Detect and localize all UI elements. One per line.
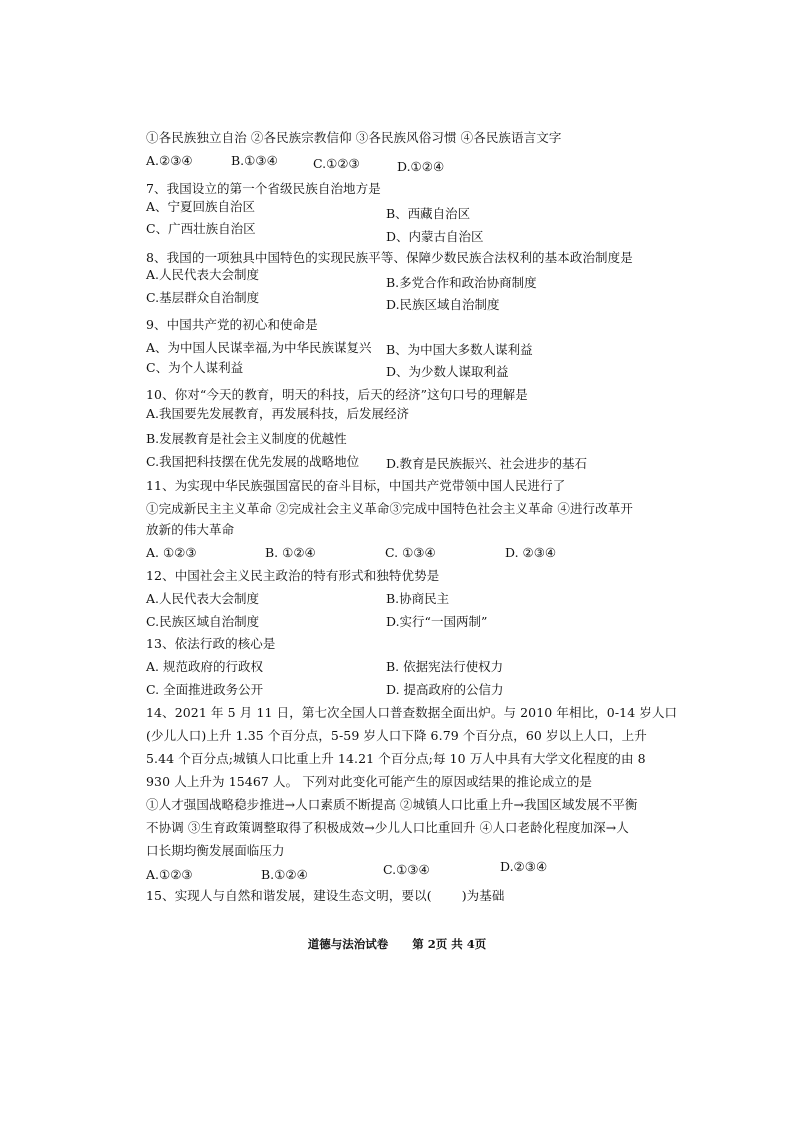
q11-option-d: D. ②③④ — [505, 545, 557, 560]
q6-option-d: D.①②④ — [397, 159, 445, 174]
q14-line-5: ①人才强国战略稳步推进→人口素质不断提高 ②城镇人口比重上升→我国区域发展不平衡 — [146, 797, 638, 812]
q12-option-d: D.实行“一国两制” — [386, 614, 488, 629]
q14-line-1: 14、2021 年 5 月 11 日，第七次全国人口普查数据全面出炉。与 2010 年相比，0-14 岁人口 — [146, 705, 678, 720]
q10-option-c: C.我国把科技摆在优先发展的战略地位 — [146, 454, 360, 469]
q8-option-b: B.多党合作和政治协商制度 — [386, 275, 537, 290]
q8-stem: 8、我国的一项独具中国特色的实现民族平等、保障少数民族合法权利的基本政治制度是 — [146, 250, 633, 265]
q10-stem: 10、你对“今天的教育，明天的科技，后天的经济”这句口号的理解是 — [146, 387, 528, 402]
q12-option-c: C.民族区域自治制度 — [146, 614, 260, 629]
q15-stem-after: )为基础 — [461, 888, 505, 903]
q13-option-a: A. 规范政府的行政权 — [146, 659, 263, 674]
footer-page-number: 第 2页 共 4页 — [412, 937, 487, 951]
q7-option-c: C、广西壮族自治区 — [146, 221, 256, 236]
q14-option-a: A.①②③ — [146, 867, 193, 882]
q8-option-c: C.基层群众自治制度 — [146, 290, 260, 305]
q7-option-d: D、内蒙古自治区 — [386, 229, 484, 244]
q6-option-b: B.①③④ — [231, 153, 278, 168]
q9-stem: 9、中国共产党的初心和使命是 — [146, 317, 318, 332]
q8-option-d: D.民族区域自治制度 — [386, 297, 500, 312]
q12-option-a: A.人民代表大会制度 — [146, 591, 260, 606]
q13-option-c: C. 全面推进政务公开 — [146, 682, 264, 697]
q8-option-a: A.人民代表大会制度 — [146, 267, 260, 282]
q10-option-b: B.发展教育是社会主义制度的优越性 — [146, 431, 347, 446]
q14-line-7: 口长期均衡发展面临压力 — [146, 843, 285, 858]
q13-option-d: D. 提高政府的公信力 — [386, 682, 504, 697]
q6-statement-list: ①各民族独立自治 ②各民族宗教信仰 ③各民族风俗习惯 ④各民族语言文字 — [146, 130, 562, 145]
q11-statements-line1: ①完成新民主主义革命 ②完成社会主义革命③完成中国特色社会主义革命 ④进行改革开 — [146, 501, 633, 516]
q7-option-a: A、宁夏回族自治区 — [146, 199, 256, 214]
footer-subject: 道德与法治试卷 — [307, 937, 389, 951]
q9-option-c: C、为个人谋利益 — [146, 360, 244, 375]
q9-option-b: B、为中国大多数人谋利益 — [386, 342, 533, 357]
q6-option-a: A.②③④ — [146, 153, 193, 168]
q11-stem: 11、为实现中华民族强国富民的奋斗目标，中国共产党带领中国人民进行了 — [146, 478, 566, 493]
q14-line-3: 5.44 个百分点;城镇人口比重上升 14.21 个百分点;每 10 万人中具有大学文化程度的由 8 — [146, 751, 646, 766]
q11-statements-line2: 放新的伟大革命 — [146, 522, 235, 537]
q11-option-c: C. ①③④ — [385, 545, 436, 560]
q14-option-d: D.②③④ — [500, 859, 548, 874]
q12-option-b: B.协商民主 — [386, 591, 450, 606]
q7-stem: 7、我国设立的第一个省级民族自治地方是 — [146, 181, 381, 196]
q9-option-a: A、为中国人民谋幸福,为中华民族谋复兴 — [146, 340, 372, 355]
page-footer — [0, 936, 794, 952]
q7-option-b: B、西藏自治区 — [386, 206, 471, 221]
q13-option-b: B. 依据宪法行使权力 — [386, 659, 504, 674]
q9-option-d: D、为少数人谋取利益 — [386, 364, 509, 379]
q12-stem: 12、中国社会主义民主政治的特有形式和独特优势是 — [146, 568, 440, 583]
q6-option-c: C.①②③ — [313, 156, 360, 171]
q13-stem: 13、依法行政的核心是 — [146, 636, 276, 651]
q14-option-b: B.①②④ — [261, 867, 308, 882]
q10-option-a: A.我国要先发展教育，再发展科技，后发展经济 — [146, 406, 410, 421]
q14-option-c: C.①③④ — [383, 862, 430, 877]
q14-line-6: 不协调 ③生育政策调整取得了积极成效→少儿人口比重回升 ④人口老龄化程度加深→人 — [146, 820, 629, 835]
q11-option-b: B. ①②④ — [265, 545, 316, 560]
q15-stem-before: 15、实现人与自然和谐发展，建设生态文明，要以( — [146, 888, 432, 903]
q14-line-4: 930 人上升为 15467 人。 下列对此变化可能产生的原因或结果的推论成立的是 — [146, 774, 593, 789]
q10-option-d: D.教育是民族振兴、社会进步的基石 — [386, 456, 588, 471]
q15-stem — [146, 887, 504, 905]
q14-line-2: (少儿人口)上升 1.35 个百分点，5-59 岁人口下降 6.79 个百分点，60 岁以上人口，上升 — [146, 728, 647, 743]
q11-option-a: A. ①②③ — [146, 545, 197, 560]
